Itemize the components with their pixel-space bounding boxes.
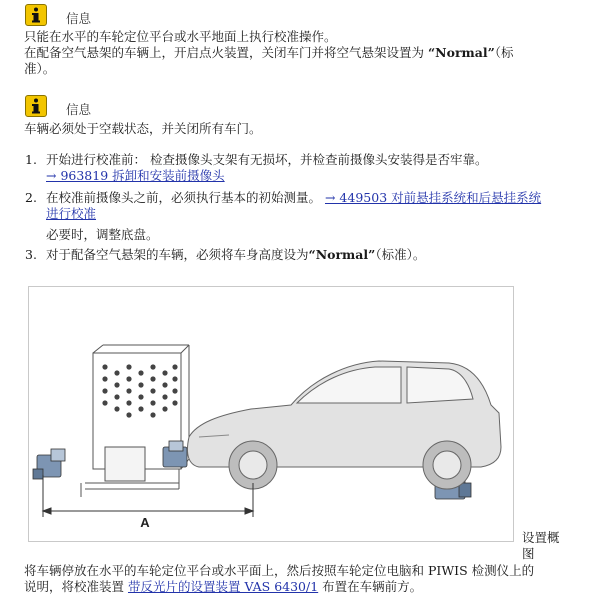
- info-title: 信息: [66, 102, 92, 117]
- info-icon: [25, 95, 47, 117]
- step-number: 2.: [25, 190, 37, 205]
- footer-text: 说明，将校准装置 带反光片的设置装置 VAS 6430/1 布置在车辆前方。: [24, 579, 423, 594]
- device-link[interactable]: 带反光片的设置装置 VAS 6430/1: [127, 579, 319, 594]
- reflector-left: [33, 449, 65, 479]
- info-text: 只能在水平的车轮定位平台或水平地面上执行校准操作。: [24, 29, 337, 44]
- info-text: 准）。: [24, 61, 56, 76]
- step-text: 开始进行校准前： 检查摄像头支架有无损坏，并检查前摄像头安装得是否牢靠。: [46, 152, 488, 167]
- step-note: 必要时，调整底盘。: [46, 227, 159, 242]
- step-link[interactable]: → 449503 对前悬挂系统和后悬挂系统: [324, 190, 542, 205]
- dimension-line: [43, 475, 253, 517]
- step-number: 3.: [25, 247, 37, 262]
- figure-caption: 设置概 图: [522, 530, 560, 561]
- setup-illustration: [29, 287, 513, 541]
- footer-text: 将车辆停放在水平的车轮定位平台或水平面上，然后按照车轮定位电脑和 PIWIS 检测仪上的: [24, 563, 535, 578]
- step-text: 在校准前摄像头之前，必须执行基本的初始测量。 → 449503 对前悬挂系统和后悬挂系统: [46, 190, 542, 205]
- info-text: 车辆必须处于空载状态，并关闭所有车门。: [24, 121, 262, 136]
- step-link[interactable]: 进行校准: [46, 206, 97, 221]
- setup-figure: [28, 286, 514, 542]
- dimension-label: A: [140, 515, 150, 530]
- step-number: 1.: [25, 152, 37, 167]
- calibration-stand: [81, 345, 189, 497]
- info-text: 在配备空气悬架的车辆上，开启点火装置，关闭车门并将空气悬架设置为 “Normal”（标: [24, 45, 514, 60]
- vehicle: [187, 361, 501, 489]
- step-text: 对于配备空气悬架的车辆，必须将车身高度设为“Normal”（标准）。: [46, 247, 426, 262]
- info-title: 信息: [66, 11, 92, 26]
- info-icon: [25, 4, 47, 26]
- step-link[interactable]: → 963819 拆卸和安装前摄像头: [46, 168, 225, 183]
